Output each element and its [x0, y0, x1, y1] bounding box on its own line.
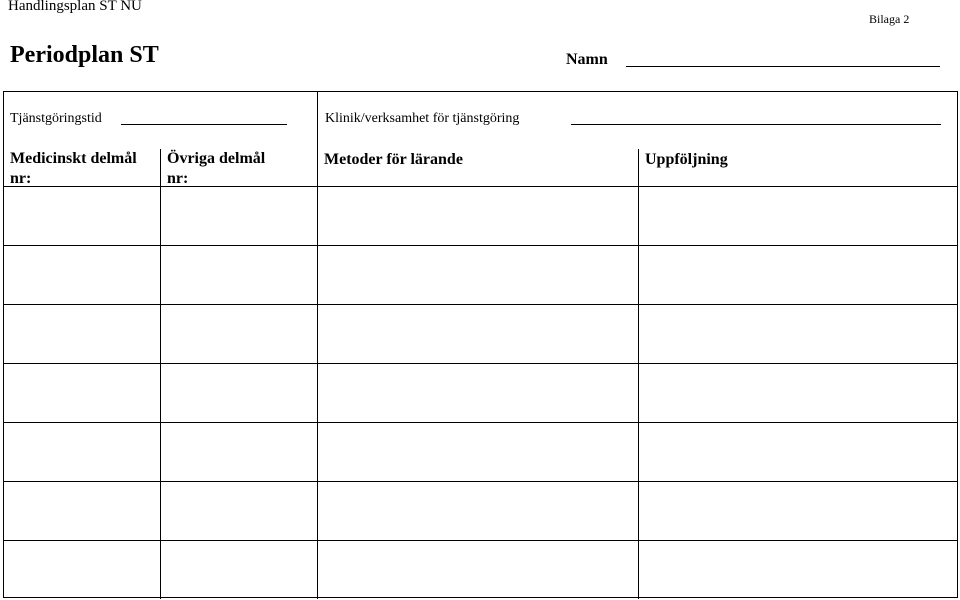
page-title: Periodplan ST — [10, 42, 159, 68]
column-divider — [160, 149, 161, 599]
row-divider — [4, 540, 957, 541]
column-header-other-goals: Övriga delmål nr: — [167, 150, 266, 187]
column-divider — [317, 149, 318, 599]
service-period-label: Tjänstgöringstid — [10, 111, 102, 126]
row-divider — [4, 481, 957, 482]
row-divider — [4, 422, 957, 423]
row-divider — [4, 186, 957, 187]
appendix-label: Bilaga 2 — [869, 12, 910, 26]
row-divider — [4, 245, 957, 246]
name-label: Namn — [566, 51, 608, 68]
column-divider — [638, 149, 639, 599]
column-header-follow-up: Uppföljning — [645, 151, 728, 168]
name-input-line[interactable] — [626, 66, 940, 67]
document-header: Handlingsplan ST NU — [8, 0, 142, 14]
column-header-learning-methods: Metoder för lärande — [324, 151, 463, 168]
row-divider — [4, 304, 957, 305]
period-plan-table — [3, 91, 958, 598]
field-divider — [317, 92, 318, 149]
column-header-medical-goals: Medicinskt delmål nr: — [10, 150, 137, 187]
clinic-input-line[interactable] — [571, 124, 941, 125]
row-divider — [4, 363, 957, 364]
clinic-label: Klinik/verksamhet för tjänstgöring — [325, 111, 520, 126]
service-period-input-line[interactable] — [121, 124, 287, 125]
